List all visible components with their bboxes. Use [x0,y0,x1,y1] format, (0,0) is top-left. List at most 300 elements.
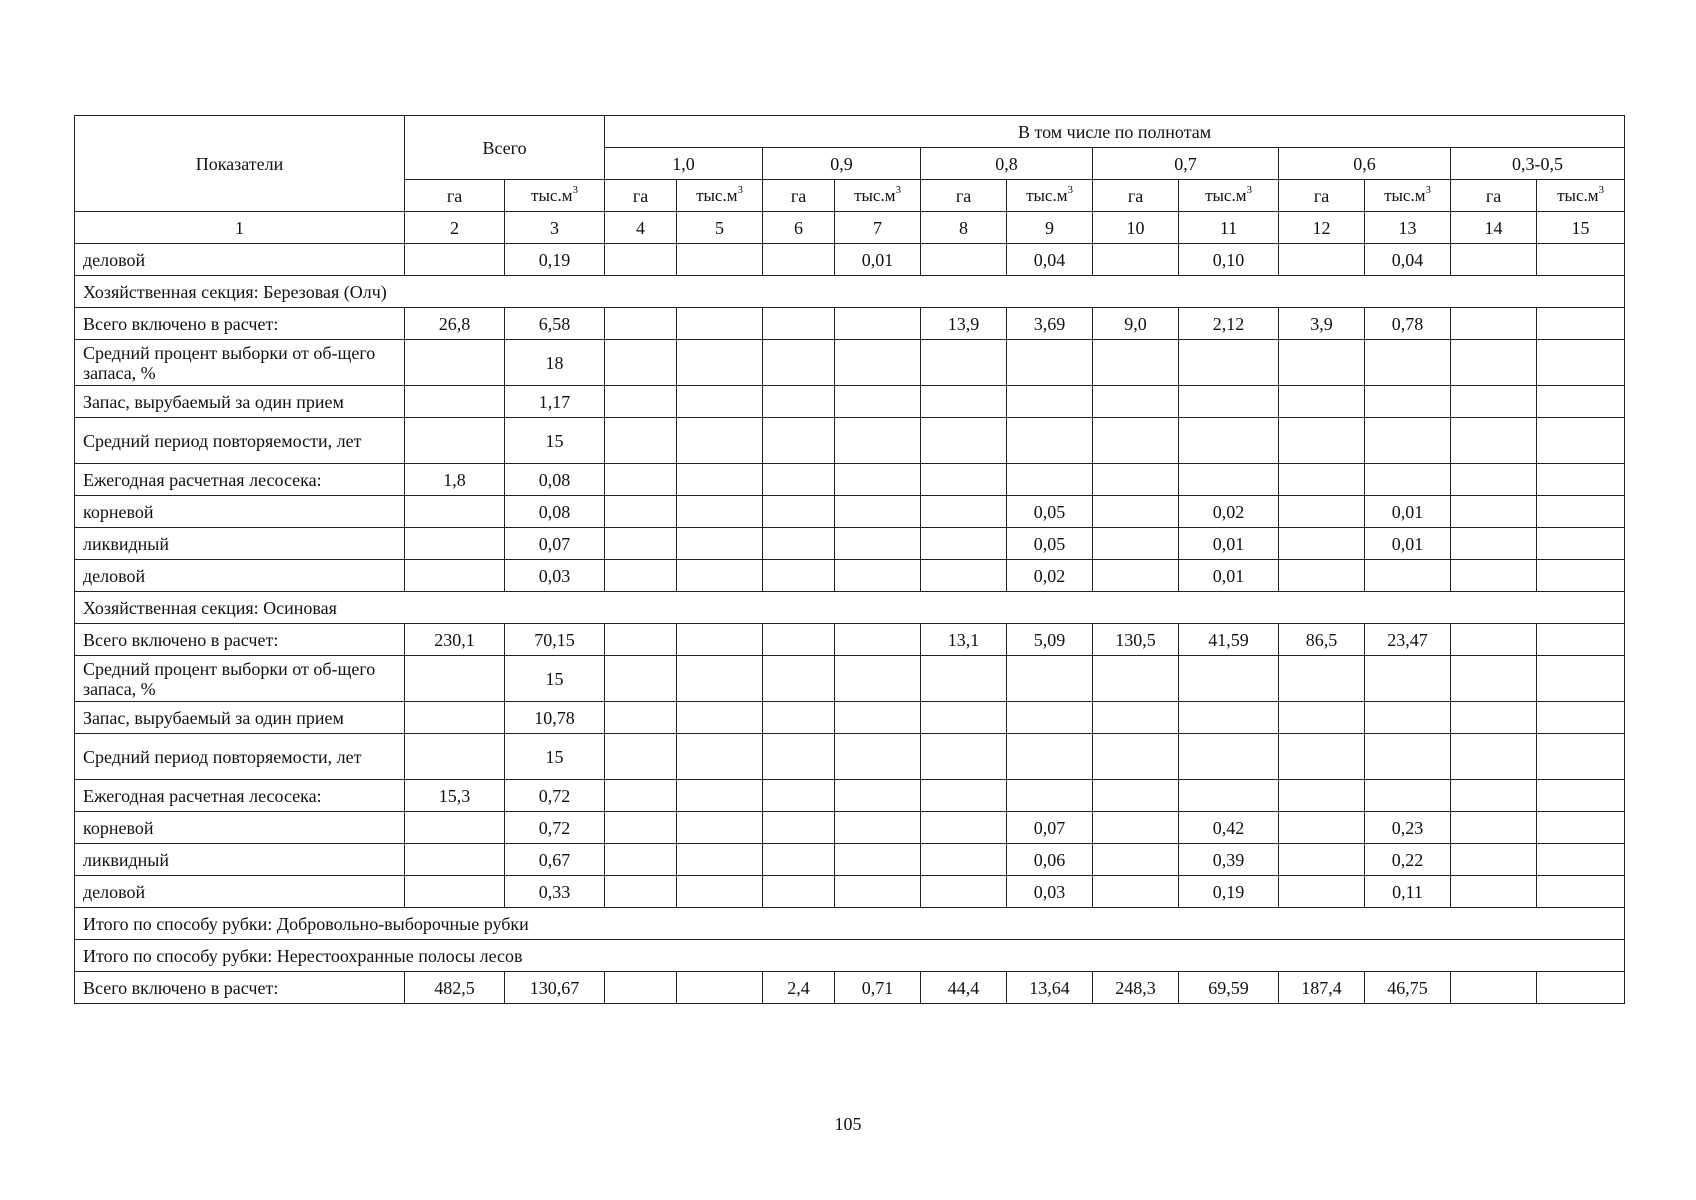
table-row [75,560,1625,592]
section-row [75,276,1625,308]
table-cell: 0,72 [505,780,605,812]
table-cell [605,244,677,276]
table-cell [1279,702,1365,734]
table-cell [1537,496,1625,528]
table-cell: 0,42 [1179,812,1279,844]
row-label: Средний процент выборки от об-щего запаса, % [75,340,405,386]
table-cell [921,702,1007,734]
table-cell [405,812,505,844]
table-cell [1279,876,1365,908]
table-cell: 230,1 [405,624,505,656]
unit-m3-text: тыс.м [854,185,896,205]
table-cell [1451,340,1537,386]
table-cell: 10,78 [505,702,605,734]
table-cell [1179,780,1279,812]
table-row [75,734,1625,780]
table-cell [1279,528,1365,560]
table-cell [405,560,505,592]
table-cell [1537,528,1625,560]
column-number: 7 [835,212,921,244]
table-cell: 44,4 [921,972,1007,1004]
table-cell [1093,560,1179,592]
table-cell [763,340,835,386]
row-label: Запас, вырубаемый за один прием [75,702,405,734]
table-cell: 3,9 [1279,308,1365,340]
column-number: 3 [505,212,605,244]
table-cell [835,780,921,812]
table-cell [677,844,763,876]
density-header: 0,7 [1093,148,1279,180]
table-row [75,244,1625,276]
table-cell [1007,656,1093,702]
table-cell [835,734,921,780]
unit-m3-exponent: 3 [737,183,743,196]
table-cell [1365,418,1451,464]
table-cell [1365,340,1451,386]
row-label: корневой [75,496,405,528]
table-cell [677,702,763,734]
section-label: Хозяйственная секция: Березовая (Олч) [75,276,1625,308]
unit-ha-header: га [1093,180,1179,212]
table-cell [605,876,677,908]
table-cell [1179,418,1279,464]
table-cell: 0,04 [1007,244,1093,276]
table-cell [763,418,835,464]
table-cell [1093,844,1179,876]
table-cell [1007,464,1093,496]
table-cell [405,844,505,876]
table-cell [835,340,921,386]
table-cell [1093,656,1179,702]
row-label: Средний период повторяемости, лет [75,418,405,464]
table-cell [763,496,835,528]
table-cell: 0,01 [1179,528,1279,560]
table-cell: 13,64 [1007,972,1093,1004]
table-cell [677,560,763,592]
table-row [75,702,1625,734]
table-cell [405,418,505,464]
table-cell [677,528,763,560]
table-cell [763,812,835,844]
table-cell [1093,780,1179,812]
page-number: 105 [834,1114,862,1134]
table-cell [921,464,1007,496]
column-number: 2 [405,212,505,244]
table-cell: 13,1 [921,624,1007,656]
density-header: 1,0 [605,148,763,180]
table-cell [1365,734,1451,780]
table-cell [921,496,1007,528]
unit-m3-header [1365,180,1451,212]
table-cell: 0,78 [1365,308,1451,340]
table-cell: 0,02 [1007,560,1093,592]
table-cell [1451,780,1537,812]
table-cell [605,528,677,560]
table-cell [1537,386,1625,418]
table-cell: 1,17 [505,386,605,418]
table-cell [1179,702,1279,734]
column-number: 12 [1279,212,1365,244]
table-cell [605,702,677,734]
table-cell [677,496,763,528]
table-row [75,386,1625,418]
table-cell [1093,734,1179,780]
table-row [75,464,1625,496]
table-row [75,418,1625,464]
unit-m3-header [1537,180,1625,212]
table-cell [1451,812,1537,844]
row-label: Ежегодная расчетная лесосека: [75,780,405,812]
row-label: корневой [75,812,405,844]
table-cell [677,386,763,418]
table-cell [1365,560,1451,592]
table-cell [605,780,677,812]
table-cell [1179,386,1279,418]
table-cell [1451,972,1537,1004]
table-cell [1451,464,1537,496]
table-cell [1537,844,1625,876]
table-cell [1451,528,1537,560]
table-cell [835,876,921,908]
unit-m3-exponent: 3 [1067,183,1073,196]
table-cell: 18 [505,340,605,386]
column-number: 1 [75,212,405,244]
table-cell [1451,308,1537,340]
table-cell [677,340,763,386]
table-cell [763,386,835,418]
table-cell: 41,59 [1179,624,1279,656]
table-cell [1007,780,1093,812]
density-header: 0,9 [763,148,921,180]
table-cell: 0,08 [505,496,605,528]
table-cell [605,308,677,340]
table-cell [1365,386,1451,418]
column-number: 6 [763,212,835,244]
table-cell [921,780,1007,812]
table-cell: 5,09 [1007,624,1093,656]
table-cell: 0,03 [505,560,605,592]
table-cell [605,624,677,656]
table-cell [1007,386,1093,418]
table-cell [1093,812,1179,844]
table-cell [1279,386,1365,418]
section-row [75,592,1625,624]
table-cell [1537,560,1625,592]
table-cell [1365,780,1451,812]
section-label: Хозяйственная секция: Осиновая [75,592,1625,624]
table-cell [1451,702,1537,734]
section-row [75,940,1625,972]
table-cell [1179,656,1279,702]
column-number: 9 [1007,212,1093,244]
unit-m3-text: тыс.м [696,185,738,205]
table-cell [1279,464,1365,496]
table-cell [1365,702,1451,734]
table-cell [835,624,921,656]
table-cell: 13,9 [921,308,1007,340]
table-cell [605,386,677,418]
table-cell: 15 [505,656,605,702]
table-cell [1179,464,1279,496]
table-cell: 0,10 [1179,244,1279,276]
unit-m3-text: тыс.м [531,185,573,205]
table-cell [1537,734,1625,780]
table-cell: 0,05 [1007,496,1093,528]
table-cell [1279,812,1365,844]
table-cell: 23,47 [1365,624,1451,656]
unit-ha-header: га [1451,180,1537,212]
unit-m3-text: тыс.м [1026,185,1068,205]
table-cell [835,528,921,560]
table-cell [1537,464,1625,496]
density-header: 0,8 [921,148,1093,180]
table-cell: 0,11 [1365,876,1451,908]
table-cell [1537,876,1625,908]
row-label: ликвидный [75,844,405,876]
unit-m3-header [505,180,605,212]
table-cell [1451,656,1537,702]
table-cell [1093,464,1179,496]
table-cell: 0,03 [1007,876,1093,908]
table-cell: 0,01 [1179,560,1279,592]
column-number-row [75,212,1625,244]
column-number: 8 [921,212,1007,244]
table-cell: 0,19 [505,244,605,276]
table-cell [605,812,677,844]
row-label: Всего включено в расчет: [75,972,405,1004]
table-cell [763,528,835,560]
table-cell: 0,02 [1179,496,1279,528]
table-cell: 86,5 [1279,624,1365,656]
table-cell [1279,496,1365,528]
table-cell: 0,67 [505,844,605,876]
unit-m3-exponent: 3 [572,183,578,196]
unit-m3-exponent: 3 [895,183,901,196]
table-cell [677,418,763,464]
unit-m3-header [835,180,921,212]
table-cell [835,496,921,528]
table-cell [1451,560,1537,592]
table-cell [1451,386,1537,418]
table-cell [1537,972,1625,1004]
table-cell: 9,0 [1093,308,1179,340]
row-label: Средний период повторяемости, лет [75,734,405,780]
table-cell [921,812,1007,844]
table-cell [1451,844,1537,876]
table-cell [405,340,505,386]
row-label: Всего включено в расчет: [75,624,405,656]
table-cell [605,560,677,592]
section-label: Итого по способу рубки: Нерестоохранные полосы лесов [75,940,1625,972]
table-cell [605,656,677,702]
table-cell [1365,656,1451,702]
indicators-header: Показатели [75,116,405,212]
unit-ha-header: га [1279,180,1365,212]
row-label: деловой [75,876,405,908]
column-number: 11 [1179,212,1279,244]
unit-m3-text: тыс.м [1557,185,1599,205]
table-cell [605,496,677,528]
total-header: Всего [405,116,605,180]
table-cell [921,386,1007,418]
table-cell [1451,624,1537,656]
table-cell [763,876,835,908]
table-cell [405,656,505,702]
table-cell [1537,244,1625,276]
table-cell: 26,8 [405,308,505,340]
table-cell: 15 [505,418,605,464]
table-cell [763,734,835,780]
table-cell [763,702,835,734]
table-row [75,812,1625,844]
table-cell [1279,560,1365,592]
table-cell: 70,15 [505,624,605,656]
table-cell [921,656,1007,702]
table-row [75,624,1625,656]
table-row [75,496,1625,528]
table-cell [1279,244,1365,276]
table-cell [1537,812,1625,844]
table-cell [677,812,763,844]
table-cell: 0,06 [1007,844,1093,876]
table-cell [605,418,677,464]
table-cell: 0,07 [505,528,605,560]
table-cell: 0,71 [835,972,921,1004]
table-cell [405,734,505,780]
table-cell: 2,12 [1179,308,1279,340]
table-cell [1451,244,1537,276]
table-row [75,972,1625,1004]
table-cell [1537,418,1625,464]
table-cell: 69,59 [1179,972,1279,1004]
table-cell [677,780,763,812]
column-number: 5 [677,212,763,244]
felling-table [74,115,1625,1004]
table-cell [1279,780,1365,812]
table-cell: 3,69 [1007,308,1093,340]
table-cell [1279,844,1365,876]
table-cell [405,876,505,908]
unit-ha-header: га [605,180,677,212]
table-cell [1279,340,1365,386]
table-cell: 0,39 [1179,844,1279,876]
table-cell [1007,418,1093,464]
table-cell [1093,386,1179,418]
table-cell: 46,75 [1365,972,1451,1004]
table-cell [677,656,763,702]
table-cell [1537,340,1625,386]
table-cell [677,244,763,276]
table-row [75,780,1625,812]
table-cell: 0,05 [1007,528,1093,560]
unit-m3-text: тыс.м [1384,185,1426,205]
table-cell [1179,734,1279,780]
table-cell [1007,340,1093,386]
table-cell [1365,464,1451,496]
table-cell [1007,734,1093,780]
table-cell: 1,8 [405,464,505,496]
table-cell: 130,67 [505,972,605,1004]
table-cell [1537,624,1625,656]
section-row [75,908,1625,940]
table-cell [1093,244,1179,276]
table-cell [1093,418,1179,464]
unit-m3-header [1007,180,1093,212]
table-cell [1537,702,1625,734]
row-label: Всего включено в расчет: [75,308,405,340]
table-cell [921,528,1007,560]
table-cell: 2,4 [763,972,835,1004]
unit-m3-header [677,180,763,212]
column-number: 14 [1451,212,1537,244]
row-label: Запас, вырубаемый за один прием [75,386,405,418]
table-cell: 0,22 [1365,844,1451,876]
table-cell: 0,01 [1365,496,1451,528]
table-cell: 0,23 [1365,812,1451,844]
table-cell [605,464,677,496]
table-cell [1537,656,1625,702]
density-header: 0,3-0,5 [1451,148,1625,180]
table-cell [605,340,677,386]
unit-m3-exponent: 3 [1598,183,1604,196]
table-cell [1279,734,1365,780]
table-cell [1279,418,1365,464]
row-label: деловой [75,244,405,276]
table-cell [677,734,763,780]
table-cell [605,844,677,876]
table-cell [921,244,1007,276]
table-cell [921,734,1007,780]
table-cell [835,656,921,702]
row-label: деловой [75,560,405,592]
table-row [75,844,1625,876]
table-cell [1451,734,1537,780]
table-cell [763,560,835,592]
table-row [75,876,1625,908]
table-header [75,116,1625,244]
table-cell [677,972,763,1004]
table-cell: 0,01 [1365,528,1451,560]
table-cell: 0,04 [1365,244,1451,276]
table-cell [835,308,921,340]
table-cell [1451,496,1537,528]
table-cell [1451,418,1537,464]
table-cell [763,844,835,876]
row-label: Ежегодная расчетная лесосека: [75,464,405,496]
table-cell: 0,08 [505,464,605,496]
table-body [75,244,1625,1004]
column-number: 10 [1093,212,1179,244]
table-cell [835,386,921,418]
table-cell [1093,340,1179,386]
density-header: 0,6 [1279,148,1451,180]
table-cell: 15,3 [405,780,505,812]
row-label: Средний процент выборки от об-щего запаса, % [75,656,405,702]
table-cell [1279,656,1365,702]
table-cell: 130,5 [1093,624,1179,656]
table-cell [405,496,505,528]
table-cell [605,972,677,1004]
table-cell: 0,01 [835,244,921,276]
table-cell [605,734,677,780]
table-cell [1537,780,1625,812]
document-page [74,115,1624,1004]
table-cell [835,844,921,876]
table-cell [405,386,505,418]
table-cell: 0,19 [1179,876,1279,908]
table-cell [921,418,1007,464]
table-cell [1007,702,1093,734]
